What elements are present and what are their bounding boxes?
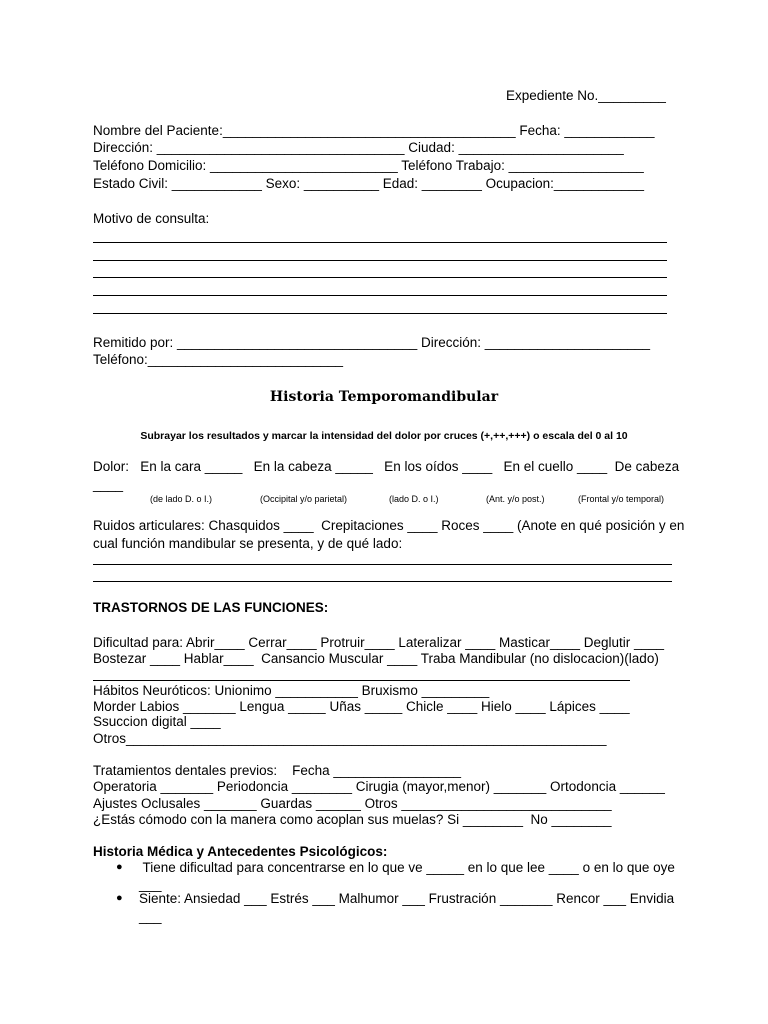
concentracion-line: Tiene dificultad para concentrarse en lo que ve _____ en lo que lee ____ o en lo que oye (139, 860, 675, 875)
remitido-phone-line: Teléfono:__________________________ (93, 352, 344, 367)
bullet-icon: ● (116, 892, 123, 904)
motivo-rule (93, 313, 667, 314)
siente-line-cont: ___ (139, 909, 162, 924)
dolor-note: (Occipital y/o parietal) (260, 494, 348, 504)
motivo-label: Motivo de consulta: (93, 211, 210, 226)
siente-line: Siente: Ansiedad ___ Estrés ___ Malhumor ___ Frustración _______ Rencor ___ Envidia (139, 891, 675, 906)
dolor-note: (Frontal y/o temporal) (578, 494, 665, 504)
bostezar-line: Bostezar ____ Hablar____ Cansancio Muscular ____ Traba Mandibular (no dislocacion)(lado) (93, 651, 659, 666)
dolor-line: Dolor: En la cara _____ En la cabeza _____ En los oídos ____ En el cuello ____ De cabeza (93, 459, 680, 474)
instructions: Subrayar los resultados y marcar la intensidad del dolor por cruces (+,++,+++) o escala del 0 al 10 (140, 430, 628, 442)
concentracion-line-cont: ___ (139, 877, 162, 892)
ajustes-line: Ajustes Oclusales _______ Guardas ______ Otros ____________________________ (93, 796, 612, 811)
dificultad-line: Dificultad para: Abrir____ Cerrar____ Protruir____ Lateralizar ____ Masticar____ Deglutir ____ (93, 635, 665, 650)
dolor-line-cont: ____ (93, 477, 124, 492)
comodo-line: ¿Estás cómodo con la manera como acoplan sus muelas? Si ________ No ________ (93, 812, 612, 827)
succion-line: Ssuccion digital ____ (93, 714, 221, 729)
expediente-field: Expediente No._________ (506, 88, 666, 103)
otros-line: Otros________________________________________________________________ (93, 731, 607, 746)
ruidos-line-cont: cual función mandibular se presenta, y de qué lado: (93, 536, 403, 551)
motivo-rule (93, 295, 667, 296)
morder-line: Morder Labios _______ Lengua _____ Uñas _____ Chicle ____ Hielo ____ Lápices ____ (93, 699, 630, 714)
section-title: Historia Temporomandibular (269, 389, 499, 405)
ruidos-line: Ruidos articulares: Chasquidos ____ Crepitaciones ____ Roces ____ (Anote en qué posición y en (93, 518, 685, 533)
motivo-rule (93, 260, 667, 261)
trastornos-rule (93, 680, 630, 681)
motivo-rule (93, 242, 667, 243)
habitos-line: Hábitos Neuróticos: Unionimo ___________ Bruxismo _________ (93, 683, 490, 698)
address-line: Dirección: _________________________________ Ciudad: ______________________ (93, 140, 624, 155)
ruidos-rule (93, 564, 672, 565)
phone-line: Teléfono Domicilio: _________________________ Teléfono Trabajo: __________________ (93, 158, 644, 173)
civil-status-line: Estado Civil: ____________ Sexo: __________ Edad: ________ Ocupacion:____________ (93, 176, 644, 191)
dolor-note: (Ant. y/o post.) (486, 494, 545, 504)
operatoria-line: Operatoria _______ Periodoncia ________ Cirugia (mayor,menor) _______ Ortodoncia ______ (93, 779, 665, 794)
tratamientos-line: Tratamientos dentales previos: Fecha _________________ (93, 763, 462, 778)
dolor-note: (lado D. o I.) (389, 494, 439, 504)
patient-name-line: Nombre del Paciente:_______________________________________ Fecha: ____________ (93, 123, 655, 138)
bullet-icon: ● (116, 861, 123, 873)
medica-heading: Historia Médica y Antecedentes Psicológicos: (93, 844, 388, 859)
remitido-line: Remitido por: ________________________________ Dirección: ______________________ (93, 335, 650, 350)
trastornos-heading: TRASTORNOS DE LAS FUNCIONES: (93, 600, 329, 615)
motivo-rule (93, 277, 667, 278)
ruidos-rule (93, 581, 672, 582)
dolor-note: (de lado D. o I.) (150, 494, 213, 504)
